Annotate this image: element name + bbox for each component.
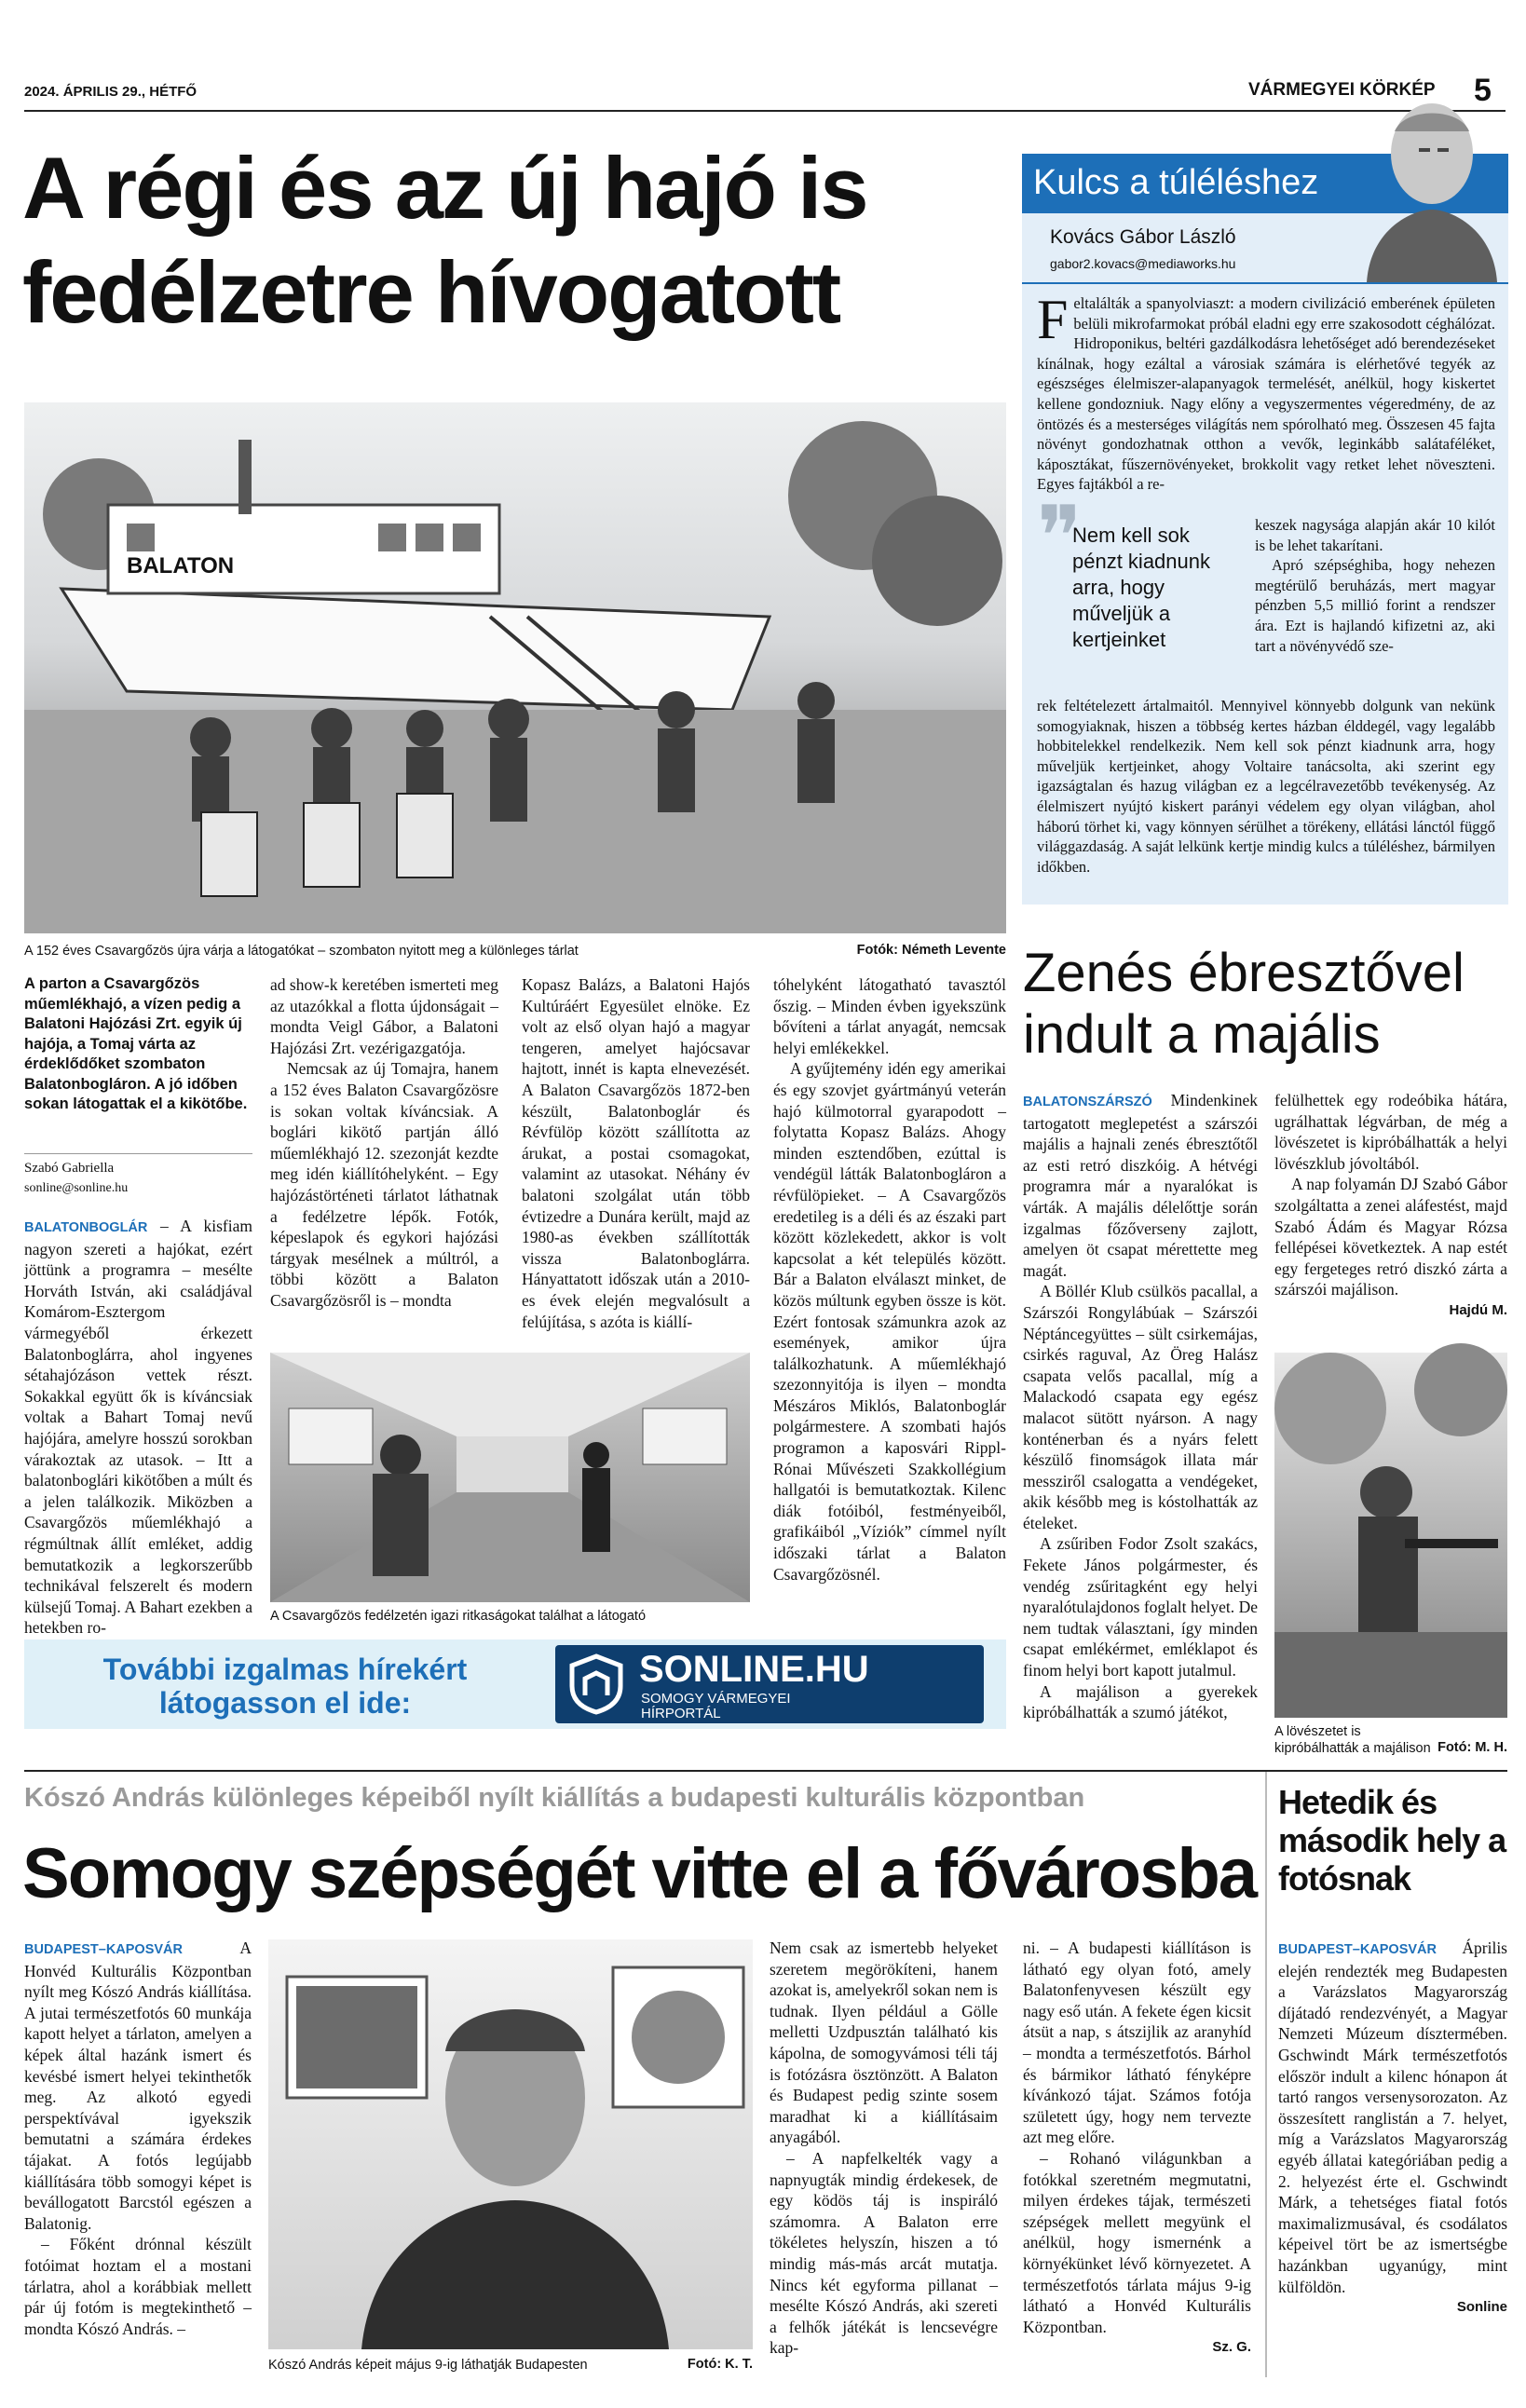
majalis-title-line1: Zenés ébresztővel xyxy=(1023,943,1465,1003)
bottom-title: Somogy szépségét vitte el a fővárosba xyxy=(22,1834,1257,1913)
majalis-col1-p2: A Böllér Klub csülkös pacallal, a Szárszói Rongylábúak – Szárszói Néptáncegyüttes – sült csirkemájas, csirkés raguval, Az Öreg Halász csapata velős pacallal, míg a Malackodó csapata egy egész malacot sütött nyárson. A nagy konténerban és a nyárs felett készülő finomságok illata már messziről csalogatta a vendégeket, akik később meg is kóstolhatták az ételeket. xyxy=(1023,1282,1258,1532)
banner-logo-box[interactable] xyxy=(555,1645,984,1723)
interior-photo-caption: A Csavargőzös fedélzetén igazi ritkaságokat találhat a látogató xyxy=(270,1609,647,1624)
main-article-location: BALATONBOGLÁR xyxy=(24,1220,148,1235)
main-photo-caption: A 152 éves Csavargőzös újra várja a látogatókat – szombaton nyitott meg a különleges tárlat xyxy=(24,944,579,959)
bottom-col1 xyxy=(24,1938,252,2375)
interior-photo xyxy=(270,1353,750,1602)
opinion-quote-text: Nem kell sok pénzt kiadnunk arra, hogy műveljük a kertjeinket xyxy=(1072,524,1210,651)
sonline-banner[interactable] xyxy=(24,1639,1006,1729)
majalis-sign: Hajdú M. xyxy=(1449,1301,1507,1318)
portrait-photo xyxy=(268,1939,753,2349)
bottom-col3 xyxy=(1023,1938,1251,2375)
majalis-photo-credit: Fotó: M. H. xyxy=(1437,1740,1507,1755)
banner-text xyxy=(24,1653,546,1720)
opinion-box xyxy=(1022,154,1508,905)
side-article-sign: Sonline xyxy=(1456,2299,1507,2316)
main-article-lead: A parton a Csavargőzös műemlékhajó, a vízen pedig a Balatoni Hajózási Zrt. egyik új hajója, a Tomaj várta az érdeklődőket szombaton Balatonbogláron. A jó időben sokan látogattak el a kikötőbe. xyxy=(24,975,248,1112)
opinion-text-side-p1: keszek nagysága alapján akár 10 kilót is be lehet takarítani. xyxy=(1255,516,1495,554)
opinion-text-bottom xyxy=(1037,696,1495,877)
opinion-rule xyxy=(1022,282,1508,284)
opinion-title: Kulcs a túléléshez xyxy=(1033,163,1319,202)
majalis-photo-caption: A lövészetet is kipróbálhatták a majálison xyxy=(1274,1724,1431,1756)
shooting-illustration xyxy=(1274,1353,1507,1718)
main-col3-text: Kopasz Balázs, a Balatoni Hajós Kultúráért Egyesület elnöke. Ez volt az első olyan hajó a magyar tengeren, amelyet hajócsavar hajtott, innét is kapta elnevezését. A Balaton Csavargőzös 1872-ben készült, Balatonboglár és Révfülöp között szállította az árukat, a postai csomagokat, valamint az utasokat. Néhány év balatoni szolgálat után több évtizedre a Dunára került, majd az 1980-as években szállították vissza Balatonboglárra. Hányattatott időszak után a 2010-es évek elején megvalósult a felújítása, s azóta is kiállí- xyxy=(522,975,750,1331)
main-article-col3 xyxy=(522,974,750,1342)
banner-sub-line1: SOMOGY VÁRMEGYEI xyxy=(641,1691,791,1707)
opinion-text-side-p2: Apró szépséghiba, hogy nehezen megtérülő beruházás, mert magyar pénzben 5,5 millió forint a rendszer ára. Ezt is hajlandó kifizetni az, aki tart a növényvédő sze- xyxy=(1255,556,1495,655)
main-article-col2 xyxy=(270,974,498,1342)
main-photo-credit: Fotók: Németh Levente xyxy=(856,943,1006,958)
boat-name-text: BALATON xyxy=(127,553,235,578)
shield-icon xyxy=(568,1654,624,1714)
main-col2-text: ad show-k keretében ismerteti meg az utazókkal a flotta újdonságait – mondta Veigl Gábor, a Balatoni Hajózási Zrt. vezérigazgatója. xyxy=(270,975,498,1057)
main-article-col1 xyxy=(24,1216,253,1638)
portrait-photo-caption: Kószó András képeit május 9-ig láthatják Budapesten xyxy=(268,2358,588,2373)
section-name: VÁRMEGYEI KÖRKÉP xyxy=(1248,80,1436,100)
bottom-col2 xyxy=(770,1938,998,2375)
majalis-col2 xyxy=(1274,1090,1507,1341)
banner-line1: További izgalmas hírekért xyxy=(102,1653,468,1686)
issue-date: 2024. ÁPRILIS 29., HÉTFŐ xyxy=(24,84,198,100)
main-col4-p2: A gyűjtemény idén egy amerikai és egy szovjet gyártmányú veterán hajó külmotorral gyarapodott – folytatta Kopasz Balázs. Ahogy minden esztendőben, ezúttal is vendégül látták Balatonbogláron a révfülöpieket. – A Csavargőzös eredetileg is a déli és az északi part között közlekedett, akkor is volt kapcsolat a két település között. Bár a Balaton elválaszt minket, de közös múltunk egyben össze is köt. Ezért fontosak számunkra azok az események, amikor újra találkozhatunk. A műemlékhajó szezonnyitója is ilyen – mondta Mészáros Miklós, Balatonboglár polgármestere. A szombati hajós programon a kaposvári Rippl-Rónai Művészeti Szakkollégium hallgatói is bemutatkoztak. Kilenc diák fotóiból, festményeiből, grafikáiból „Víziók” címmel nyílt időszaki tárlat a Balaton Csavargőzösnél. xyxy=(773,1059,1006,1584)
banner-sub-line2: HÍRPORTÁL xyxy=(641,1706,721,1721)
majalis-col1-p4: A majálison a gyerekek kipróbálhatták a szumó játékot, xyxy=(1023,1681,1258,1722)
portrait-illustration xyxy=(268,1939,753,2349)
main-article-title xyxy=(22,140,1001,341)
side-article-title: Hetedik és második hely a fotósnak xyxy=(1278,1783,1506,1898)
bottom-col3-text: ni. – A budapesti kiállításon is látható egy olyan fotó, amely Balatonfenyvesen készült egy nagy eső után. A fekete égen kicsit átsüt a nap, s átszijlik az aranyhíd – mondta a természetfotós. Bárhol és bármikor látható fényképre kívánkozó tájat. Számos fotója született úgy, hogy nem tervezte azt meg előre. xyxy=(1023,1939,1251,2147)
opinion-text-side xyxy=(1255,515,1495,656)
lead-rule xyxy=(24,1153,252,1154)
boat-illustration xyxy=(24,402,1006,933)
author-portrait xyxy=(1357,88,1506,282)
interior-illustration xyxy=(270,1353,750,1602)
bottom-kicker: Kószó András különleges képeiből nyílt kiállítás a budapesti kulturális központban xyxy=(24,1783,1085,1813)
opinion-email: gabor2.kovacs@mediaworks.hu xyxy=(1050,256,1236,271)
opinion-text-top xyxy=(1037,289,1495,495)
main-photo xyxy=(24,402,1006,933)
bottom-location: BUDAPEST–KAPOSVÁR xyxy=(24,1942,183,1957)
main-article-email: sonline@sonline.hu xyxy=(24,1181,129,1195)
page-number: 5 xyxy=(1474,73,1492,108)
opinion-author: Kovács Gábor László xyxy=(1050,226,1236,248)
majalis-col1-text: Mindenkinek tartogatott meglepetést a szárszói majális a hajnali zenés ébresztőtől az esti retró diszkóig. A hétvégi programra már a nyaralókat is várták. A majális délelőttje során izgalmas főzőverseny zajlott, amelyen öt csapat mérettette meg magát. xyxy=(1023,1091,1258,1280)
quote-mark-icon: ❞ xyxy=(1037,492,1083,584)
bottom-sign: Sz. G. xyxy=(1212,2339,1251,2356)
bottom-col1-p2: – Főként drónnal készült fotóimat hoztam el a mostani tárlatra, ahol a korábbiak mellett pár új fotóm is megtekinthető – mondta Kószó András. – xyxy=(24,2235,252,2338)
bottom-col3-p2: – Rohanó világunkban a fotókkal szeretném megmutatni, milyen érdekes tájak, természeti szépségek mellett megyünk el anélkül, hogy ismernénk a környékünket lévő környezetet. A természetfotós tárlata május 9-ig látható a Honvéd Kulturális Központban. xyxy=(1023,2148,1251,2336)
side-article-body xyxy=(1278,1938,1507,2375)
portrait-photo-credit: Fotó: K. T. xyxy=(687,2357,753,2372)
side-article-rule xyxy=(1265,1772,1267,2377)
majalis-col2-p2: A nap folyamán DJ Szabó Gábor szolgáltatta a zenei aláfestést, majd Szabó Ádám és Magyar Rózsa fellépései következtek. A nap estét egy fergeteges retró diszkó zárta a szárszói majálison. xyxy=(1274,1175,1507,1299)
main-title-line1: A régi és az új hajó is xyxy=(22,139,867,237)
majalis-col1 xyxy=(1023,1090,1258,1751)
opinion-dropcap: F xyxy=(1037,289,1069,350)
majalis-title xyxy=(1023,943,1507,1066)
side-article-location: BUDAPEST–KAPOSVÁR xyxy=(1278,1942,1437,1957)
main-article-author: Szabó Gabriella xyxy=(24,1161,115,1176)
majalis-col1-p3: A zsűriben Fodor Zsolt szakács, Fekete János polgármester, és vendég zsűritagként egy helyi nyaralótulajdonos foglalt helyet. De nem tudtak választani, így minden csapat emlékérmet, emléklapot és finom helyi bort kapott jutalmul. xyxy=(1023,1534,1258,1680)
majalis-location: BALATONSZÁRSZÓ xyxy=(1023,1095,1152,1109)
main-col1-text: – A kisfiam nagyon szereti a hajókat, ezért jöttünk a programra – mesélte Horváth István, aki családjával Komárom-Esztergom vármegyéből érkezett Balatonboglárra, ahol ingyenes sétahajózáson vettek részt. Sokakkal együtt ők is kíváncsiak voltak a Bahart Tomaj nevű hajójára, amelyre hosszú sorokban várakoztak az utasok. – Itt a balatonboglári kikötőben a múlt és a jelen találkozik. Miközben a Csavargőzös műemlékhajó a régmúltnak állít emléket, addig bemutatkozik a legkorszerűbb technikával felszerelt és modern külsejű Tomaj. A Bahart ezekben a hetekben ro- xyxy=(24,1217,253,1638)
bottom-divider xyxy=(24,1770,1507,1772)
banner-sub xyxy=(641,1692,791,1721)
opinion-text-top-body: eltalálták a spanyolviaszt: a modern civilizáció emberének épületen belüli mikrofarmokat próbál eladni egy erre szakosodott céghálózat. Hidroponikus, beltéri gazdálkodásra lehetőséget adó berendezéseket kínálnak, hogy ezáltal a városiak számára is elérhetővé tegyék az egészséges élelmiszer-alapanyagok termelését, anélkül, hogy kiskertet kellene gondozniuk. Nagy előny a vegyszermentes végeredmény, de az öntözés és a mesterséges világítás nem spórolható meg. Összesen 45 fajta növényt gondozhatnak otthon a vevők, leginkább salátaféléket, káposztákat, fűszernövényeket, brokkolit vagy retket lehet növeszteni. Egyes fajtákból a re- xyxy=(1037,294,1495,494)
majalis-photo xyxy=(1274,1353,1507,1718)
bottom-col1-text: A Honvéd Kulturális Központban nyílt meg Kószó András kiállítása. A jutai természetfotós 60 munkája kapott helyet a tárlaton, amelyen a képek által hazánk ismert és kevésbé ismert helyei tekinthetők meg. Az alkotó egyedi perspektívával igyekszik bemutatni a számára érdekes tájakat. A fotós legújabb kiállítására több somogyi képet is bevállogatott Barcstól egészen a Balatonig. xyxy=(24,1939,252,2233)
side-article-text: Április elején rendezték meg Budapesten a Varázslatos Magyarország díjátadó rendezvényét, a Magyar Nemzeti Múzeum dísztermében. Gschwindt Márk természetfotós először indult a kilenc hónapon át tartó rangos versenysorozaton. Az összesített ranglistán a 7. helyet, míg a Varázslatos Magyarország egyéb állatai kategóriában pedig a 2. helyezést érte el. Gschwindt Márk, a tehetséges fiatal fotós maximalizmusával, és csodálatos képeivel tört be az ismertségbe hazánkban ugyanúgy, mint külföldön. xyxy=(1278,1939,1507,2296)
bottom-col2-p2: – A napfelkelték vagy a napnyugták mindig érdekesek, de egy ködös táj is inspiráló számomra. A Balaton erre tökéletes helyszín, hiszen a tó mindig más-más arcát mutatja. Nincs két egyforma pillanat – mesélte Kószó András, aki szereti a felhők játékát is lencsevégre kap- xyxy=(770,2148,998,2358)
banner-line2: látogasson el ide: xyxy=(158,1686,412,1720)
majalis-title-line2: indult a majális xyxy=(1023,1004,1381,1065)
bottom-col2-text: Nem csak az ismertebb helyeket szeretem megörökíteni, hanem azokat is, amelyekről sokan nem is tudnak. Ilyen például a Gölle melletti Uzdpusztán található kis kápolna, de somogyvámosi téli táj is fotózásra ösztönzött. A Balaton és Budapest pedig szinte sosem maradhat ki a kiállításaim anyagából. xyxy=(770,1939,998,2147)
opinion-text-bottom-body: rek feltételezett ártalmaitól. Mennyivel könnyebb dolgunk van nekünk somogyiaknak, hiszen a többség kertes házban élddegél, vagy legalább hobbitelekkel rendelkezik. Nem kell sok pénzt kiadnunk arra, hogy műveljük kertjeinket, ahogy Voltaire tanácsolta, aki szerint egy igazságtalan és hazug világban ez a legcélravezetőbb tevékenység. Az élelmiszert nyújtó kiskert parányi védelem egy olyan világban, ahol háború törhet ki, vagy könnyen sérülhet a törékeny, ellátási lánctól függő világgazdaság. A saját lelkünk kertje mindig kulcs a túléléshez, bármilyen időkben. xyxy=(1037,697,1495,876)
main-title-line2: fedélzetre hívogatott xyxy=(22,243,840,341)
majalis-col2-text: felülhettek egy rodeóbika hátára, ugrálhattak légvárban, de még a lövészetet is kipróbálhatták a helyi lövészklub jóvoltából. xyxy=(1274,1091,1507,1173)
header-rule xyxy=(24,110,1506,112)
banner-brand: SONLINE.HU xyxy=(639,1649,869,1690)
main-article-col4 xyxy=(773,974,1006,1626)
main-col4-text: tóhelyként látogatható tavasztól őszig. – Minden évben igyekszünk bővíteni a tárlat anyagát, nemcsak helyi emlékekkel. xyxy=(773,975,1006,1057)
main-col2-p2: Nemcsak az új Tomajra, hanem a 152 éves Balaton Csavargőzösre is sokan voltak kíváncsiak. A boglári kikötő partján álló műemlékhajó 12. szezonját kezdte meg idén kiállítóhelyként. – Egy hajózástörténeti tárlatot láthatnak a fedélzetre lépők. Fotók, képeslapok és egykori hajózási tárgyak mesélnek a múltról, a többi között a Balaton Csavargőzösről is – mondta xyxy=(270,1059,498,1310)
